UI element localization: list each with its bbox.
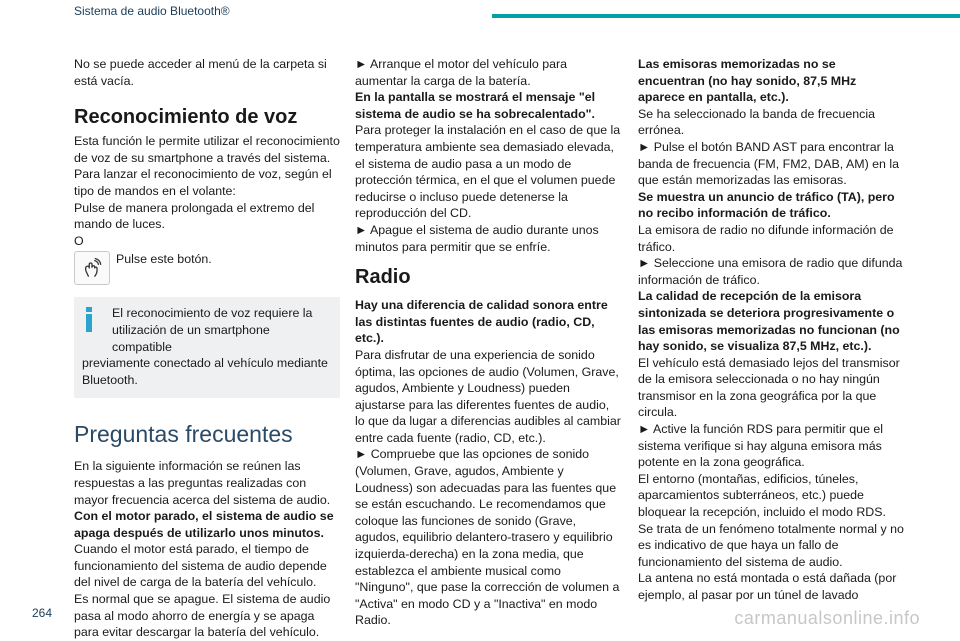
paragraph: Se ha seleccionado la banda de frecuencia errónea. — [638, 106, 875, 138]
paragraph: La antena no está montada o está dañada (por ejemplo, al pasar por un túnel de lavado — [638, 571, 897, 602]
section-heading-radio: Radio — [355, 266, 411, 289]
page-number: 264 — [32, 606, 53, 620]
info-text: previamente conectado al vehículo mediante Bluetooth. — [82, 356, 328, 387]
voice-command-icon — [74, 251, 110, 285]
watermark: carmanualsonline.info — [734, 608, 920, 628]
paragraph: ► Seleccione una emisora de radio que difunda información de tráfico. — [638, 256, 903, 287]
info-box — [74, 297, 340, 398]
bold-question: Con el motor parado, el sistema de audio se apaga después de utilizarlo unos minutos. — [74, 509, 334, 540]
paragraph: Cuando el motor está parado, el tiempo de funcionamiento del sistema de audio depende del nivel de carga de la batería del vehículo. — [74, 542, 327, 590]
paragraph: Para lanzar el reconocimiento de voz, según el tipo de mandos en el volante: — [74, 167, 332, 198]
paragraph: O — [74, 233, 84, 248]
paragraph: Para proteger la instalación en el caso de que la temperatura ambiente sea demasiado elevada, el sistema de audio pasa a un modo de protección térmica, en el que el volumen puede reducirse o incluso puede detenerse la reproducción del CD. — [355, 123, 621, 221]
info-text: El reconocimiento de voz requiere la utilización de un smartphone compatible — [112, 306, 313, 354]
paragraph: Pulse de manera prolongada el extremo del mando de luces. — [74, 200, 315, 232]
paragraph: En la siguiente información se reúnen las respuestas a las preguntas realizadas con mayor frecuencia acerca del sistema de audio. — [74, 459, 331, 507]
section-heading-faq: Preguntas frecuentes — [74, 421, 293, 448]
column-3 — [638, 56, 904, 604]
paragraph: El vehículo está demasiado lejos del transmisor de la emisora seleccionada o no hay ningún transmisor en la zona geográfica por la que circula. — [638, 355, 900, 420]
bold-question: Las emisoras memorizadas no se encuentran (no hay sonido, 87,5 MHz aparece en pantalla, etc.). — [638, 57, 857, 105]
paragraph: Para disfrutar de una experiencia de sonido óptima, las opciones de audio (Volumen, Grave, agudos, Ambiente y Loudness) pueden ajustarse para las diferentes fuentes de audio, lo que da lugar a diferencias audibles al cambiar entre cada fuente (radio, CD, etc.). — [355, 347, 621, 445]
paragraph: Se trata de un fenómeno totalmente normal y no es indicativo de que haya un fallo de funcionamiento del sistema de audio. — [638, 521, 904, 569]
paragraph: ► Apague el sistema de audio durante unos minutos para permitir que se enfríe. — [355, 222, 599, 254]
bold-question: En la pantalla se mostrará el mensaje "el sistema de audio se ha sobrecalentado". — [355, 90, 596, 121]
paragraph: ► Compruebe que las opciones de sonido (Volumen, Grave, agudos, Ambiente y Loudness) son adecuadas para las fuentes que se están escuchando. Le recomendamos que coloque las funciones de sonido (Grave, agudos, equilibrio delantero-trasero y equilibrio izquierda-derecha) en la zona media, que establezca el ambiente musical como "Ninguno", que pase la corrección de volumen a "Activa" en modo CD y a "Inactiva" en modo Radio. — [355, 447, 620, 628]
paragraph: El entorno (montañas, edificios, túneles, aparcamientos subterráneos, etc.) puede bloquear la recepción, incluido el modo RDS. — [638, 471, 886, 520]
paragraph: ► Pulse el botón BAND AST para encontrar la banda de frecuencia (FM, FM2, DAB, AM) en la que están memorizadas las emisoras. — [638, 139, 900, 188]
column-1 — [74, 56, 340, 641]
paragraph: La emisora de radio no difunde información de tráfico. — [638, 222, 894, 254]
icon-caption: Pulse este botón. — [116, 252, 212, 267]
running-header: Sistema de audio Bluetooth® — [74, 4, 230, 18]
paragraph: No se puede acceder al menú de la carpeta si está vacía. — [74, 57, 327, 88]
header-accent-bar — [492, 14, 960, 18]
bold-question: Se muestra un anuncio de tráfico (TA), pero no recibo información de tráfico. — [638, 189, 895, 221]
paragraph: ► Active la función RDS para permitir que el sistema verifique si hay alguna emisora más potente en la zona geográfica. — [638, 422, 884, 470]
bold-question: Hay una diferencia de calidad sonora entre las distintas fuentes de audio (radio, CD, etc.). — [355, 298, 608, 346]
section-heading-voice: Reconocimiento de voz — [74, 106, 298, 129]
paragraph: Esta función le permite utilizar el reconocimiento de voz de su smartphone a través del sistema. — [74, 134, 340, 165]
paragraph: ► Arranque el motor del vehículo para aumentar la carga de la batería. — [355, 57, 568, 88]
bold-question: La calidad de recepción de la emisora sintonizada se deteriora progresivamente o las emisoras memorizadas no funcionan (no hay sonido, se visualiza 87,5 MHz, etc.). — [638, 289, 900, 354]
paragraph: Es normal que se apague. El sistema de audio pasa al modo ahorro de energía y se apaga para evitar descargar la batería del vehículo. — [74, 592, 331, 640]
voice-button-row — [74, 251, 340, 285]
info-icon — [86, 307, 92, 332]
column-2 — [355, 56, 621, 629]
